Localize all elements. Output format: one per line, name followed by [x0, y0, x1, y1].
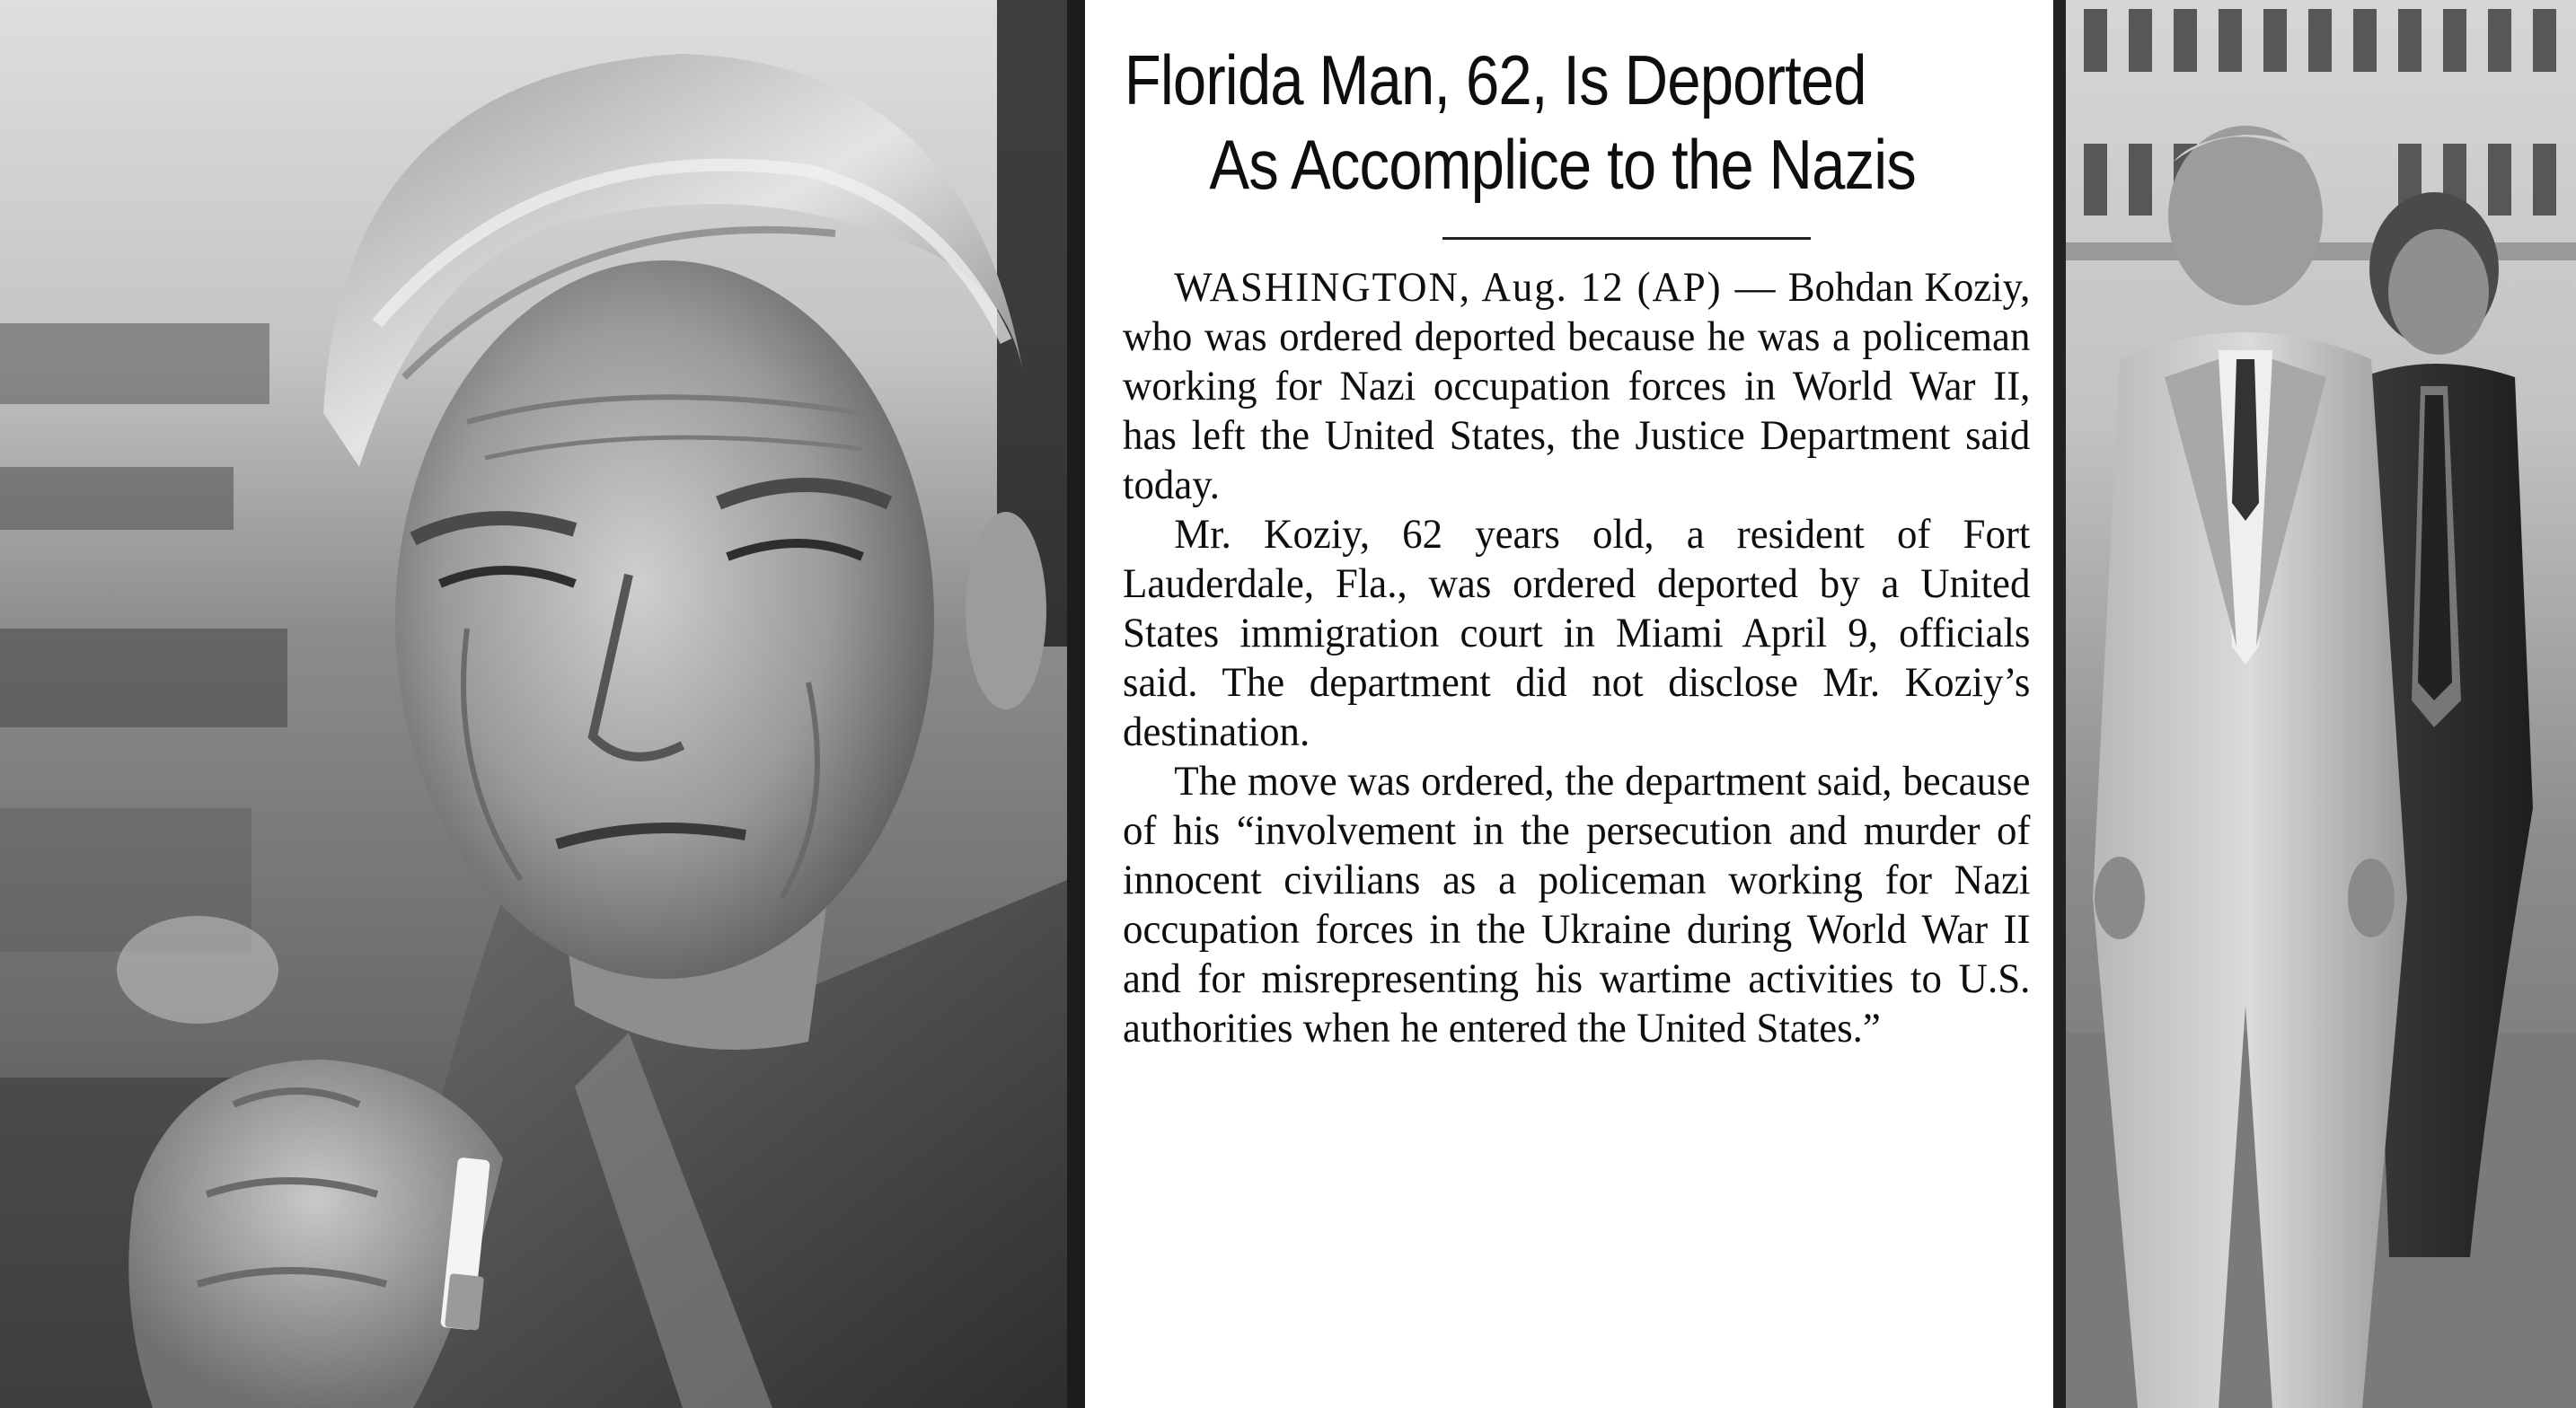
article-paragraph-1 — [1123, 263, 2030, 510]
article-paragraph-1-text: Bohdan Koziy, who was ordered deported because he was a policeman working for Nazi occupation forces in World War II, has left the United States, the Justice Department said today. — [1123, 264, 2031, 508]
portrait-photo — [0, 0, 1067, 1408]
headline-rule — [1442, 237, 1811, 240]
headline — [1123, 38, 1916, 207]
article-body — [1123, 263, 2030, 1053]
divider-right — [2053, 0, 2066, 1408]
walking-photo — [2066, 0, 2576, 1408]
headline-line-2: As Accomplice to the Nazis — [1209, 125, 1916, 204]
walking-illustration — [2066, 0, 2576, 1408]
divider-left — [1067, 0, 1085, 1408]
portrait-illustration — [0, 0, 1067, 1408]
article-paragraph-3: The move was ordered, the department said, because of his “involvement in the persecution and murder of innocent civilians as a policeman working for Nazi occupation forces in the Ukraine during World War II and for misrepresenting his wartime activities to U.S. authorities when he entered the United States.” — [1123, 758, 2031, 1052]
dateline: WASHINGTON, Aug. 12 (AP) — — [1174, 264, 1778, 311]
news-clipping — [1085, 0, 2053, 1408]
article-paragraph-2: Mr. Koziy, 62 years old, a resident of Fort Lauderdale, Fla., was ordered deported by a United States immigration court in Miami April 9, officials said. The department did not disclose Mr. Koziy’s destination. — [1123, 511, 2031, 755]
headline-line-1: Florida Man, 62, Is Deported — [1124, 40, 1866, 119]
